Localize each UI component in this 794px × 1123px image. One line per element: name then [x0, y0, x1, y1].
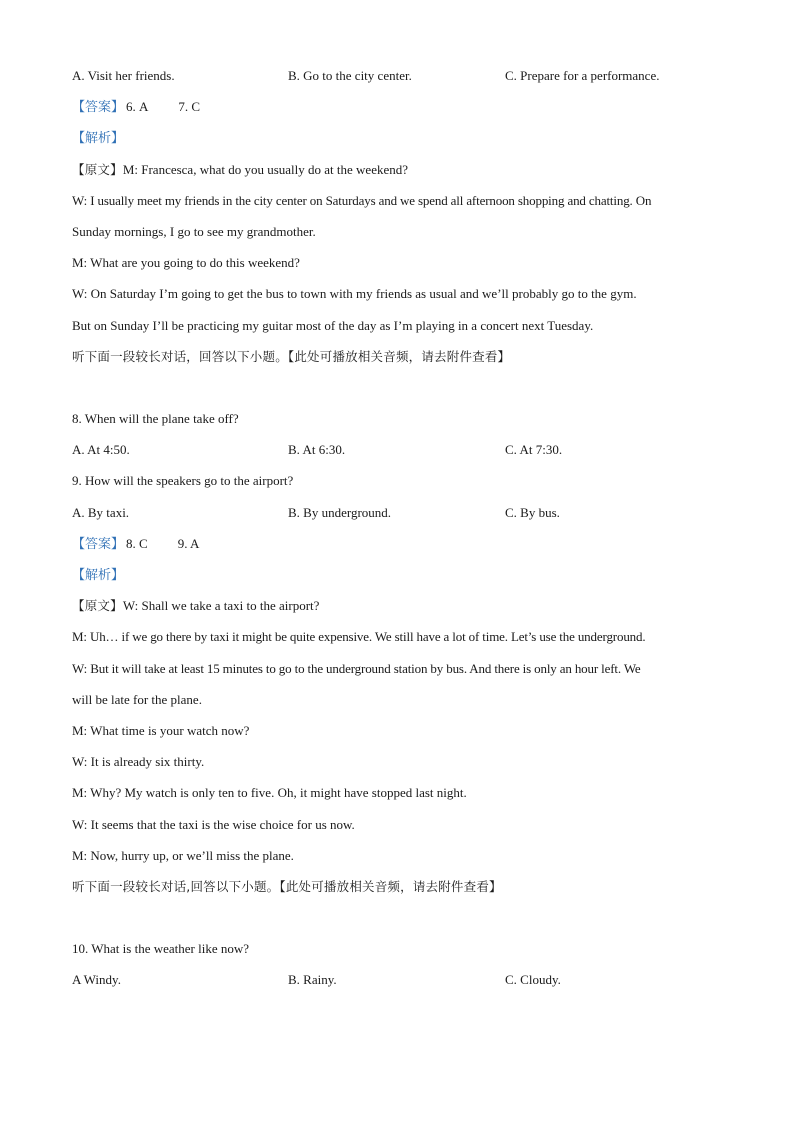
- transcript-line: [72, 154, 722, 185]
- transcript-line: [72, 840, 722, 871]
- transcript-text: But on Sunday I’ll be practicing my guitar most of the day as I’m playing in a concert next Tuesday.: [72, 317, 594, 333]
- answer-7: 7. C: [178, 99, 201, 115]
- q10-option-a: A Windy.: [72, 972, 121, 988]
- q8-option-c: C. At 7:30.: [505, 442, 563, 458]
- q7-option-b: B. Go to the city center.: [288, 68, 412, 83]
- transcript-text: M: Why? My watch is only ten to five. Oh, it might have stopped last night.: [72, 785, 467, 801]
- transcript-text: W: I usually meet my friends in the city center on Saturdays and we spend all afternoon shopping and chatting. On: [72, 192, 652, 208]
- transcript-text: W: On Saturday I’m going to get the bus to town with my friends as usual and we’ll probably go to the gym.: [72, 286, 637, 302]
- question-10: [72, 933, 722, 964]
- question-9: [72, 465, 722, 496]
- analysis-tag: 【解析】: [72, 568, 125, 583]
- answer-line-8-9: [72, 528, 722, 559]
- transcript-line: [72, 653, 722, 684]
- analysis-line-6-7: [72, 122, 722, 153]
- transcript-text: M: What time is your watch now?: [72, 722, 250, 738]
- document-page: [72, 60, 722, 996]
- transcript-line: [72, 777, 722, 808]
- original-tag: 【原文】: [72, 598, 123, 614]
- transcript-line: [72, 310, 722, 341]
- q7-options: [72, 60, 722, 91]
- question-text: 9. How will the speakers go to the airport?: [72, 473, 294, 489]
- transcript-text: W: It seems that the taxi is the wise choice for us now.: [72, 816, 355, 832]
- answer-6: 6. A: [126, 99, 149, 115]
- transcript-text: M: Francesca, what do you usually do at the weekend?: [122, 161, 409, 177]
- q9-option-b: B. By underground.: [288, 504, 392, 520]
- transcript-text: W: Shall we take a taxi to the airport?: [122, 598, 320, 614]
- analysis-tag: 【解析】: [72, 131, 125, 147]
- transcript-line: [72, 715, 722, 746]
- transcript-line: [72, 185, 722, 216]
- transcript-text: M: Now, hurry up, or we’ll miss the plane.: [72, 847, 294, 863]
- transcript-text: W: But it will take at least 15 minutes to go to the underground station by bus. And there is only an hour left. We: [72, 660, 641, 676]
- answer-line-6-7: [72, 91, 722, 122]
- transcript-line: [72, 809, 722, 840]
- answer-tag: 【答案】: [72, 536, 125, 552]
- q8-options: [72, 434, 722, 465]
- transcript-text: will be late for the plane.: [72, 691, 202, 707]
- answer-9: 9. A: [177, 535, 200, 551]
- instruction-text: 听下面一段较长对话，回答以下小题。【此处可播放相关音频，请去附件查看】: [72, 348, 511, 364]
- transcript-line: [72, 746, 722, 777]
- answer-8: 8. C: [126, 535, 148, 551]
- listening-instruction: [72, 871, 722, 902]
- spacer: [72, 902, 722, 933]
- q8-option-a: A. At 4:50.: [72, 442, 130, 458]
- original-tag: 【原文】: [72, 161, 123, 177]
- transcript-line: [72, 684, 722, 715]
- question-text: 10. What is the weather like now?: [72, 941, 250, 957]
- transcript-line: [72, 621, 722, 652]
- listening-instruction: [72, 341, 722, 372]
- q9-option-c: C. By bus.: [505, 504, 560, 520]
- answer-tag: 【答案】: [72, 100, 125, 116]
- transcript-text: Sunday mornings, I go to see my grandmother.: [72, 223, 316, 239]
- q9-options: [72, 497, 722, 528]
- transcript-line: [72, 278, 722, 309]
- q8-option-b: B. At 6:30.: [288, 442, 346, 458]
- transcript-text: M: Uh… if we go there by taxi it might be quite expensive. We still have a lot of time. Let’s use the underground.: [72, 629, 646, 645]
- q9-option-a: A. By taxi.: [72, 504, 130, 520]
- analysis-line-8-9: [72, 559, 722, 590]
- q10-option-b: B. Rainy.: [288, 972, 337, 988]
- q7-option-c: C. Prepare for a performance.: [505, 68, 660, 83]
- question-8: [72, 403, 722, 434]
- q10-options: [72, 964, 722, 995]
- spacer: [72, 372, 722, 403]
- transcript-line: [72, 247, 722, 278]
- transcript-line: [72, 590, 722, 621]
- transcript-text: W: It is already six thirty.: [72, 754, 205, 770]
- q7-option-a: A. Visit her friends.: [72, 68, 175, 83]
- transcript-text: M: What are you going to do this weekend?: [72, 255, 300, 271]
- question-text: 8. When will the plane take off?: [72, 411, 239, 427]
- q10-option-c: C. Cloudy.: [505, 972, 561, 988]
- transcript-line: [72, 216, 722, 247]
- instruction-text: 听下面一段较长对话,回答以下小题。【此处可播放相关音频，请去附件查看】: [72, 878, 502, 894]
